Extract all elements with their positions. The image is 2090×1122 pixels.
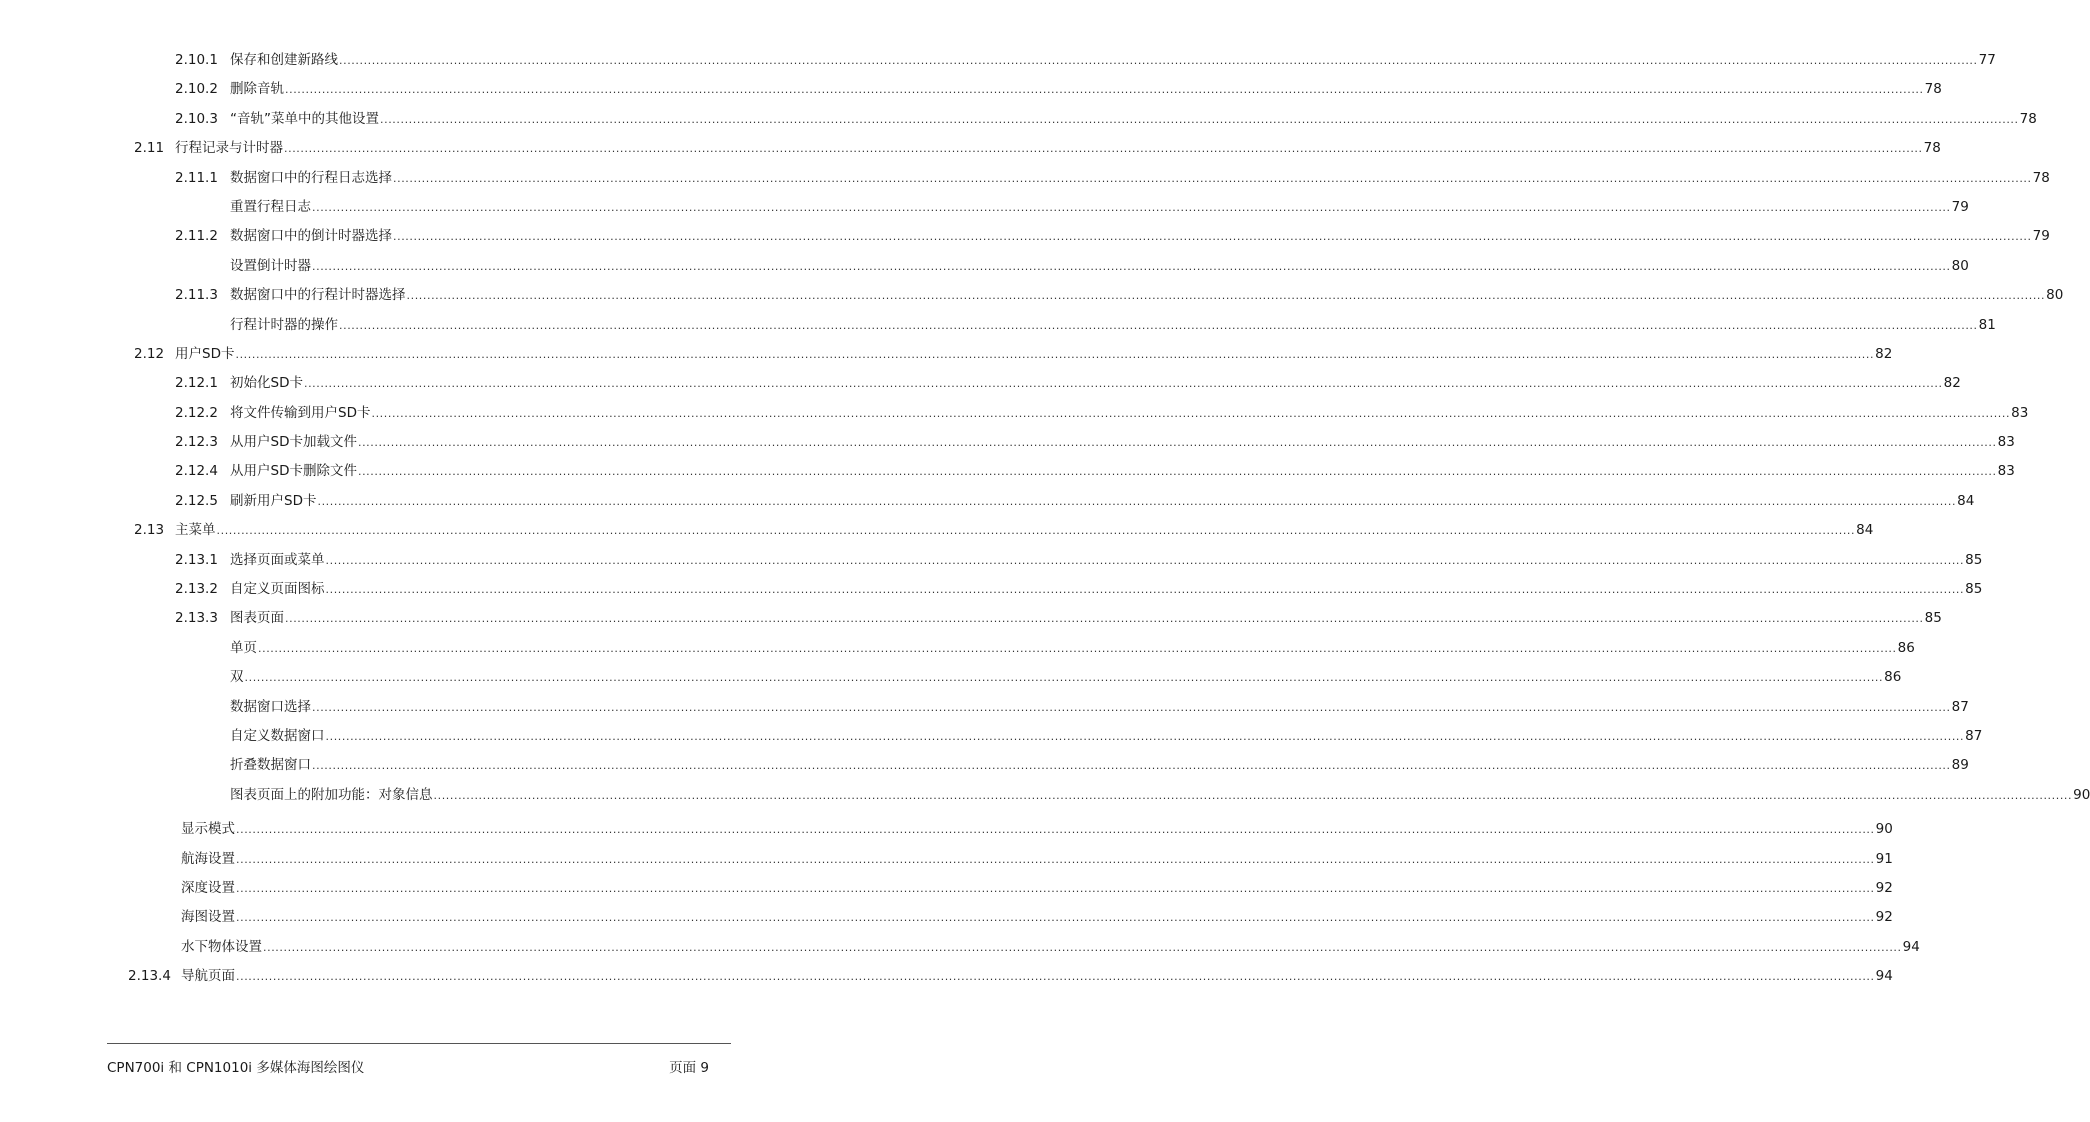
- toc-dot-leader: ................................................................................................................................................................................................................................................................................................................................................................................................................: [433, 788, 2073, 802]
- toc-entry[interactable]: [0, 815, 1893, 844]
- toc-entry[interactable]: [0, 46, 1996, 75]
- toc-entry-page: 82: [1943, 375, 1961, 392]
- toc-entry-title: 设置倒计时器: [230, 257, 311, 274]
- toc-entry-number: 2.13: [134, 522, 165, 539]
- toc-entry-line: [175, 134, 1941, 163]
- toc-entry-title: 重置行程日志: [230, 198, 311, 215]
- toc-dot-leader: ................................................................................................................................................................................................................................................................................................................................................................................................................: [317, 494, 1957, 508]
- toc-entry[interactable]: [0, 193, 1969, 222]
- toc-entry-title: 海图设置: [181, 909, 235, 926]
- toc-dot-leader: ................................................................................................................................................................................................................................................................................................................................................................................................................: [312, 259, 1951, 273]
- toc-entry-title: 单页: [230, 639, 257, 656]
- toc-entry-title: 将文件传输到用户SD卡: [230, 404, 371, 421]
- toc-entry-line: [230, 604, 1942, 633]
- toc-entry[interactable]: [0, 252, 1969, 281]
- toc-entry-title: 行程计时器的操作: [230, 316, 338, 333]
- toc-entry-title: 主菜单: [175, 522, 216, 539]
- toc-dot-leader: ................................................................................................................................................................................................................................................................................................................................................................................................................: [236, 881, 1875, 895]
- toc-entry-page: 79: [1951, 198, 1969, 215]
- toc-entry-page: 84: [1957, 492, 1975, 509]
- toc-entry[interactable]: [0, 75, 1942, 104]
- toc-entry-title: 图表页面上的附加功能：对象信息: [230, 786, 433, 803]
- toc-entry[interactable]: [0, 105, 2037, 134]
- toc-dot-leader: ................................................................................................................................................................................................................................................................................................................................................................................................................: [235, 347, 1875, 361]
- toc-entry-page: 85: [1965, 551, 1983, 568]
- toc-dot-leader: ................................................................................................................................................................................................................................................................................................................................................................................................................: [325, 729, 1965, 743]
- toc-entry-title: 自定义页面图标: [230, 581, 325, 598]
- toc-entry-page: 84: [1856, 522, 1874, 539]
- toc-dot-leader: ................................................................................................................................................................................................................................................................................................................................................................................................................: [244, 671, 1884, 685]
- toc-entry-number: 2.12: [134, 345, 165, 362]
- toc-entry-line: [230, 105, 2037, 134]
- toc-entry-line: [181, 874, 1893, 903]
- toc-entry-page: 85: [1965, 581, 1983, 598]
- toc-entry-line: [230, 546, 1983, 575]
- toc-entry-line: [230, 311, 1996, 340]
- toc-entry-title: 导航页面: [181, 968, 235, 985]
- toc-entry-page: 90: [2073, 786, 2090, 803]
- toc-entry-line: [181, 845, 1893, 874]
- toc-entry-title: 水下物体设置: [181, 938, 262, 955]
- toc-entry[interactable]: [0, 933, 1920, 962]
- toc-entry[interactable]: [0, 164, 2050, 193]
- toc-dot-leader: ................................................................................................................................................................................................................................................................................................................................................................................................................: [216, 524, 1856, 538]
- toc-entry[interactable]: [0, 340, 1893, 369]
- toc-entry[interactable]: [0, 874, 1893, 903]
- toc-entry-number: 2.12.5: [175, 492, 218, 509]
- toc-entry-line: [230, 222, 2050, 251]
- toc-entry[interactable]: [0, 311, 1996, 340]
- toc-entry-title: 数据窗口中的行程日志选择: [230, 169, 392, 186]
- toc-entry-page: 94: [1902, 938, 1920, 955]
- toc-entry-title: 从用户SD卡加载文件: [230, 434, 357, 451]
- toc-dot-leader: ................................................................................................................................................................................................................................................................................................................................................................................................................: [285, 612, 1924, 626]
- toc-entry-line: [230, 663, 1902, 692]
- toc-entry-title: “音轨”菜单中的其他设置: [230, 110, 379, 127]
- toc-dot-leader: ................................................................................................................................................................................................................................................................................................................................................................................................................: [236, 852, 1875, 866]
- toc-entry-line: [230, 369, 1961, 398]
- toc-entry-title: 显示模式: [181, 821, 235, 838]
- toc-entry-line: [181, 815, 1893, 844]
- toc-entry-number: 2.12.4: [175, 463, 218, 480]
- footer-page-number: 页面 9: [669, 1060, 709, 1076]
- toc-entry[interactable]: [0, 457, 2015, 486]
- toc-dot-leader: ................................................................................................................................................................................................................................................................................................................................................................................................................: [339, 54, 1978, 67]
- toc-entry-page: 81: [1978, 316, 1996, 333]
- toc-entry-number: 2.11.3: [175, 287, 218, 304]
- toc-dot-leader: ................................................................................................................................................................................................................................................................................................................................................................................................................: [325, 583, 1965, 597]
- toc-entry-title: 初始化SD卡: [230, 375, 303, 392]
- toc-entry[interactable]: [0, 634, 1915, 663]
- footer-product-name: CPN700i 和 CPN1010i 多媒体海图绘图仪: [107, 1060, 365, 1076]
- toc-entry[interactable]: [0, 663, 1902, 692]
- toc-entry-title: 行程记录与计时器: [175, 140, 283, 157]
- toc-entry-number: 2.10.3: [175, 110, 218, 127]
- toc-entry-line: [175, 340, 1893, 369]
- toc-entry-line: [230, 575, 1983, 604]
- toc-entry-line: [230, 457, 2015, 486]
- toc-entry-number: 2.10.2: [175, 81, 218, 98]
- toc-dot-leader: ................................................................................................................................................................................................................................................................................................................................................................................................................: [406, 289, 2046, 303]
- toc-entry-page: 91: [1875, 850, 1893, 867]
- toc-entry-line: [230, 75, 1942, 104]
- toc-entry-page: 83: [1997, 463, 2015, 480]
- toc-entry-title: 数据窗口选择: [230, 698, 311, 715]
- toc-dot-leader: ................................................................................................................................................................................................................................................................................................................................................................................................................: [263, 940, 1902, 954]
- toc-entry-title: 自定义数据窗口: [230, 727, 325, 744]
- toc-entry[interactable]: [0, 134, 1941, 163]
- toc-dot-leader: ................................................................................................................................................................................................................................................................................................................................................................................................................: [312, 759, 1951, 773]
- toc-entry[interactable]: [0, 903, 1893, 932]
- toc-entry-page: 92: [1875, 879, 1893, 896]
- toc-entry-line: [230, 281, 2064, 310]
- toc-entry-title: 折叠数据窗口: [230, 757, 311, 774]
- toc-entry-number: 2.10.1: [175, 52, 218, 68]
- toc-entry-number: 2.13.1: [175, 551, 218, 568]
- toc-dot-leader: ................................................................................................................................................................................................................................................................................................................................................................................................................: [325, 553, 1965, 567]
- toc-dot-leader: ................................................................................................................................................................................................................................................................................................................................................................................................................: [303, 377, 1943, 391]
- toc-dot-leader: ................................................................................................................................................................................................................................................................................................................................................................................................................: [236, 970, 1875, 984]
- toc-entry-page: 78: [1924, 81, 1942, 98]
- toc-dot-leader: ................................................................................................................................................................................................................................................................................................................................................................................................................: [258, 641, 1897, 655]
- toc-entry-title: 选择页面或菜单: [230, 551, 325, 568]
- toc-entry-page: 82: [1875, 345, 1893, 362]
- toc-entry[interactable]: [0, 546, 1983, 575]
- toc-entry-line: [230, 428, 2015, 457]
- table-of-contents: [0, 46, 2090, 992]
- toc-entry[interactable]: [0, 516, 1874, 545]
- toc-entry-title: 深度设置: [181, 879, 235, 896]
- toc-dot-leader: ................................................................................................................................................................................................................................................................................................................................................................................................................: [236, 823, 1875, 837]
- toc-entry-line: [181, 933, 1920, 962]
- toc-entry-title: 双: [230, 669, 244, 686]
- toc-dot-leader: ................................................................................................................................................................................................................................................................................................................................................................................................................: [357, 465, 1997, 479]
- toc-entry[interactable]: [0, 845, 1893, 874]
- toc-entry-title: 数据窗口中的行程计时器选择: [230, 287, 406, 304]
- toc-entry-page: 85: [1924, 610, 1942, 627]
- toc-entry-title: 航海设置: [181, 850, 235, 867]
- toc-entry[interactable]: [0, 962, 1893, 991]
- toc-dot-leader: ................................................................................................................................................................................................................................................................................................................................................................................................................: [285, 83, 1924, 97]
- toc-entry-line: [230, 487, 1975, 516]
- toc-entry[interactable]: [0, 281, 2064, 310]
- toc-entry-page: 79: [2032, 228, 2050, 245]
- toc-entry-page: 86: [1897, 639, 1915, 656]
- toc-entry-line: [181, 903, 1893, 932]
- toc-entry-line: [230, 722, 1983, 751]
- toc-entry-line: [181, 962, 1893, 991]
- toc-dot-leader: ................................................................................................................................................................................................................................................................................................................................................................................................................: [357, 436, 1997, 450]
- toc-entry-number: 2.11.1: [175, 169, 218, 186]
- toc-entry[interactable]: [0, 781, 2090, 810]
- toc-entry-page: 89: [1951, 757, 1969, 774]
- toc-entry[interactable]: [0, 722, 1983, 751]
- toc-dot-leader: ................................................................................................................................................................................................................................................................................................................................................................................................................: [312, 200, 1951, 214]
- toc-entry-line: [230, 634, 1915, 663]
- toc-dot-leader: ................................................................................................................................................................................................................................................................................................................................................................................................................: [371, 406, 2011, 420]
- toc-entry-title: 刷新用户SD卡: [230, 492, 317, 509]
- toc-entry-title: 保存和创建新路线: [230, 52, 338, 68]
- toc-entry-line: [230, 46, 1996, 75]
- toc-entry-line: [230, 252, 1969, 281]
- toc-dot-leader: ................................................................................................................................................................................................................................................................................................................................................................................................................: [339, 318, 1978, 332]
- toc-entry-page: 87: [1951, 698, 1969, 715]
- toc-entry[interactable]: [0, 369, 1961, 398]
- toc-entry-page: 94: [1875, 968, 1893, 985]
- toc-entry-line: [230, 693, 1969, 722]
- toc-entry[interactable]: [0, 693, 1969, 722]
- toc-entry-number: 2.11.2: [175, 228, 218, 245]
- toc-entry-line: [230, 399, 2029, 428]
- toc-entry-number: 2.13.3: [175, 610, 218, 627]
- toc-dot-leader: ................................................................................................................................................................................................................................................................................................................................................................................................................: [312, 700, 1951, 714]
- toc-entry-page: 78: [2019, 110, 2037, 127]
- toc-entry[interactable]: [0, 751, 1969, 780]
- toc-entry[interactable]: [0, 222, 2050, 251]
- toc-dot-leader: ................................................................................................................................................................................................................................................................................................................................................................................................................: [236, 911, 1875, 925]
- toc-entry-title: 图表页面: [230, 610, 284, 627]
- toc-entry-number: 2.13.2: [175, 581, 218, 598]
- toc-entry-line: [230, 164, 2050, 193]
- toc-entry[interactable]: [0, 604, 1942, 633]
- toc-entry-page: 86: [1884, 669, 1902, 686]
- toc-dot-leader: ................................................................................................................................................................................................................................................................................................................................................................................................................: [393, 171, 2032, 185]
- toc-entry-number: 2.12.3: [175, 434, 218, 451]
- toc-dot-leader: ................................................................................................................................................................................................................................................................................................................................................................................................................: [393, 230, 2032, 244]
- toc-entry-page: 80: [1951, 257, 1969, 274]
- footer-divider: [107, 1043, 731, 1044]
- toc-entry-page: 83: [1997, 434, 2015, 451]
- toc-entry-page: 83: [2011, 404, 2029, 421]
- toc-entry-number: 2.12.1: [175, 375, 218, 392]
- toc-entry-page: 87: [1965, 727, 1983, 744]
- toc-entry-page: 78: [2032, 169, 2050, 186]
- toc-entry[interactable]: [0, 487, 1975, 516]
- toc-entry[interactable]: [0, 575, 1983, 604]
- toc-entry-page: 90: [1875, 821, 1893, 838]
- toc-entry-page: 78: [1923, 140, 1941, 157]
- toc-entry-number: 2.12.2: [175, 404, 218, 421]
- toc-entry-line: [230, 751, 1969, 780]
- toc-entry-line: [230, 781, 2090, 810]
- toc-entry-line: [230, 193, 1969, 222]
- toc-dot-leader: ................................................................................................................................................................................................................................................................................................................................................................................................................: [284, 142, 1923, 156]
- toc-entry-title: 删除音轨: [230, 81, 284, 98]
- toc-entry-page: 92: [1875, 909, 1893, 926]
- toc-entry-page: 80: [2046, 287, 2064, 304]
- toc-entry-title: 从用户SD卡删除文件: [230, 463, 357, 480]
- toc-entry[interactable]: [0, 399, 2029, 428]
- toc-entry-page: 77: [1978, 52, 1996, 68]
- toc-entry-title: 数据窗口中的倒计时器选择: [230, 228, 392, 245]
- toc-entry[interactable]: [0, 428, 2015, 457]
- toc-entry-number: 2.13.4: [128, 968, 171, 985]
- toc-entry-number: 2.11: [134, 140, 165, 157]
- toc-entry-line: [175, 516, 1874, 545]
- toc-entry-title: 用户SD卡: [175, 345, 235, 362]
- toc-dot-leader: ................................................................................................................................................................................................................................................................................................................................................................................................................: [380, 112, 2019, 126]
